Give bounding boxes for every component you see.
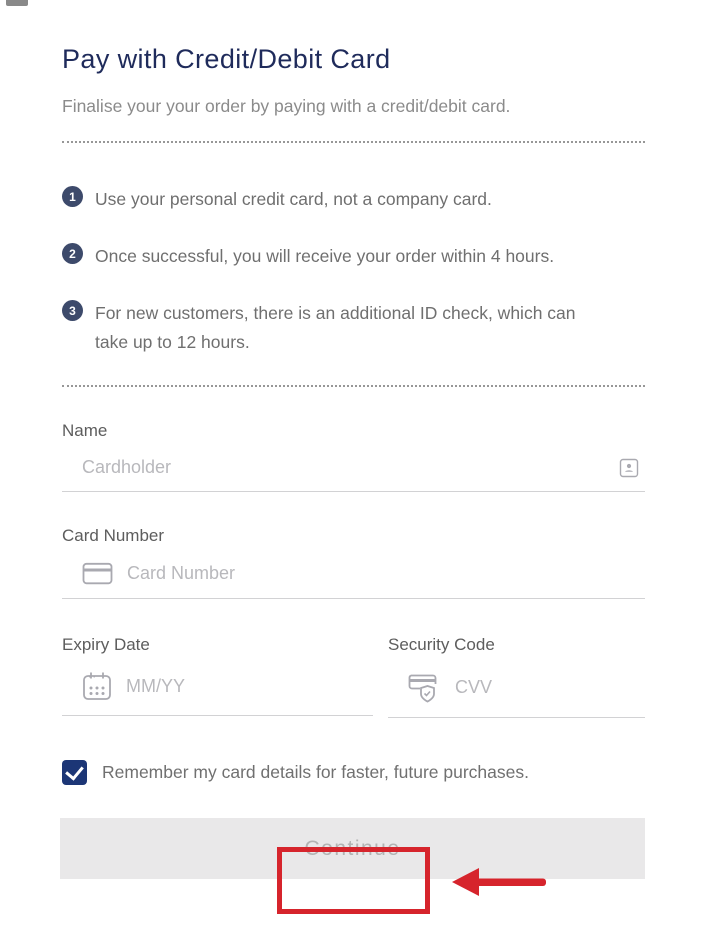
instruction-text: Use your personal credit card, not a company card. (95, 189, 492, 209)
card-number-input-row[interactable] (62, 546, 645, 599)
step-3-badge: 3 (62, 300, 83, 321)
continue-button[interactable] (60, 818, 645, 879)
instruction-text: For new customers, there is an additional ID check, which can take up to 12 hours. (95, 303, 576, 352)
card-number-field-group (62, 526, 645, 599)
security-code-input[interactable] (455, 677, 687, 698)
expiry-field-group (62, 635, 373, 718)
continue-button-label: Continue (304, 836, 401, 860)
screen-edge-artifact (6, 0, 28, 6)
card-number-input[interactable] (127, 563, 639, 584)
dotted-divider (62, 141, 645, 143)
step-1-badge: 1 (62, 186, 83, 207)
calendar-icon (82, 671, 112, 702)
security-code-field-group (388, 635, 645, 718)
expiry-date-input[interactable] (126, 676, 373, 697)
list-item (62, 299, 645, 357)
contact-card-icon (619, 458, 639, 478)
expiry-input-row[interactable] (62, 655, 373, 716)
security-code-label: Security Code (388, 635, 495, 654)
payment-form-panel (62, 0, 645, 879)
instructions-list (62, 185, 645, 357)
remember-card-row (62, 760, 645, 785)
name-label: Name (62, 421, 108, 440)
page-title: Pay with Credit/Debit Card (62, 44, 391, 74)
dotted-divider (62, 385, 645, 387)
name-field-group (62, 421, 645, 492)
checkmark-icon (65, 761, 84, 780)
expiry-security-row (62, 635, 645, 718)
credit-card-icon (82, 562, 113, 585)
instruction-text: Once successful, you will receive your order within 4 hours. (95, 246, 555, 266)
step-2-badge: 2 (62, 243, 83, 264)
card-shield-icon (408, 671, 441, 704)
list-item (62, 242, 645, 271)
page-subtitle: Finalise your your order by paying with a credit/debit card. (62, 96, 511, 116)
security-code-input-row[interactable] (388, 655, 645, 718)
list-item (62, 185, 645, 214)
expiry-date-label: Expiry Date (62, 635, 150, 654)
remember-card-checkbox[interactable] (62, 760, 87, 785)
card-number-label: Card Number (62, 526, 165, 545)
cardholder-name-input[interactable] (82, 457, 619, 478)
remember-card-label: Remember my card details for faster, future purchases. (102, 762, 529, 782)
name-input-row[interactable] (62, 441, 645, 492)
